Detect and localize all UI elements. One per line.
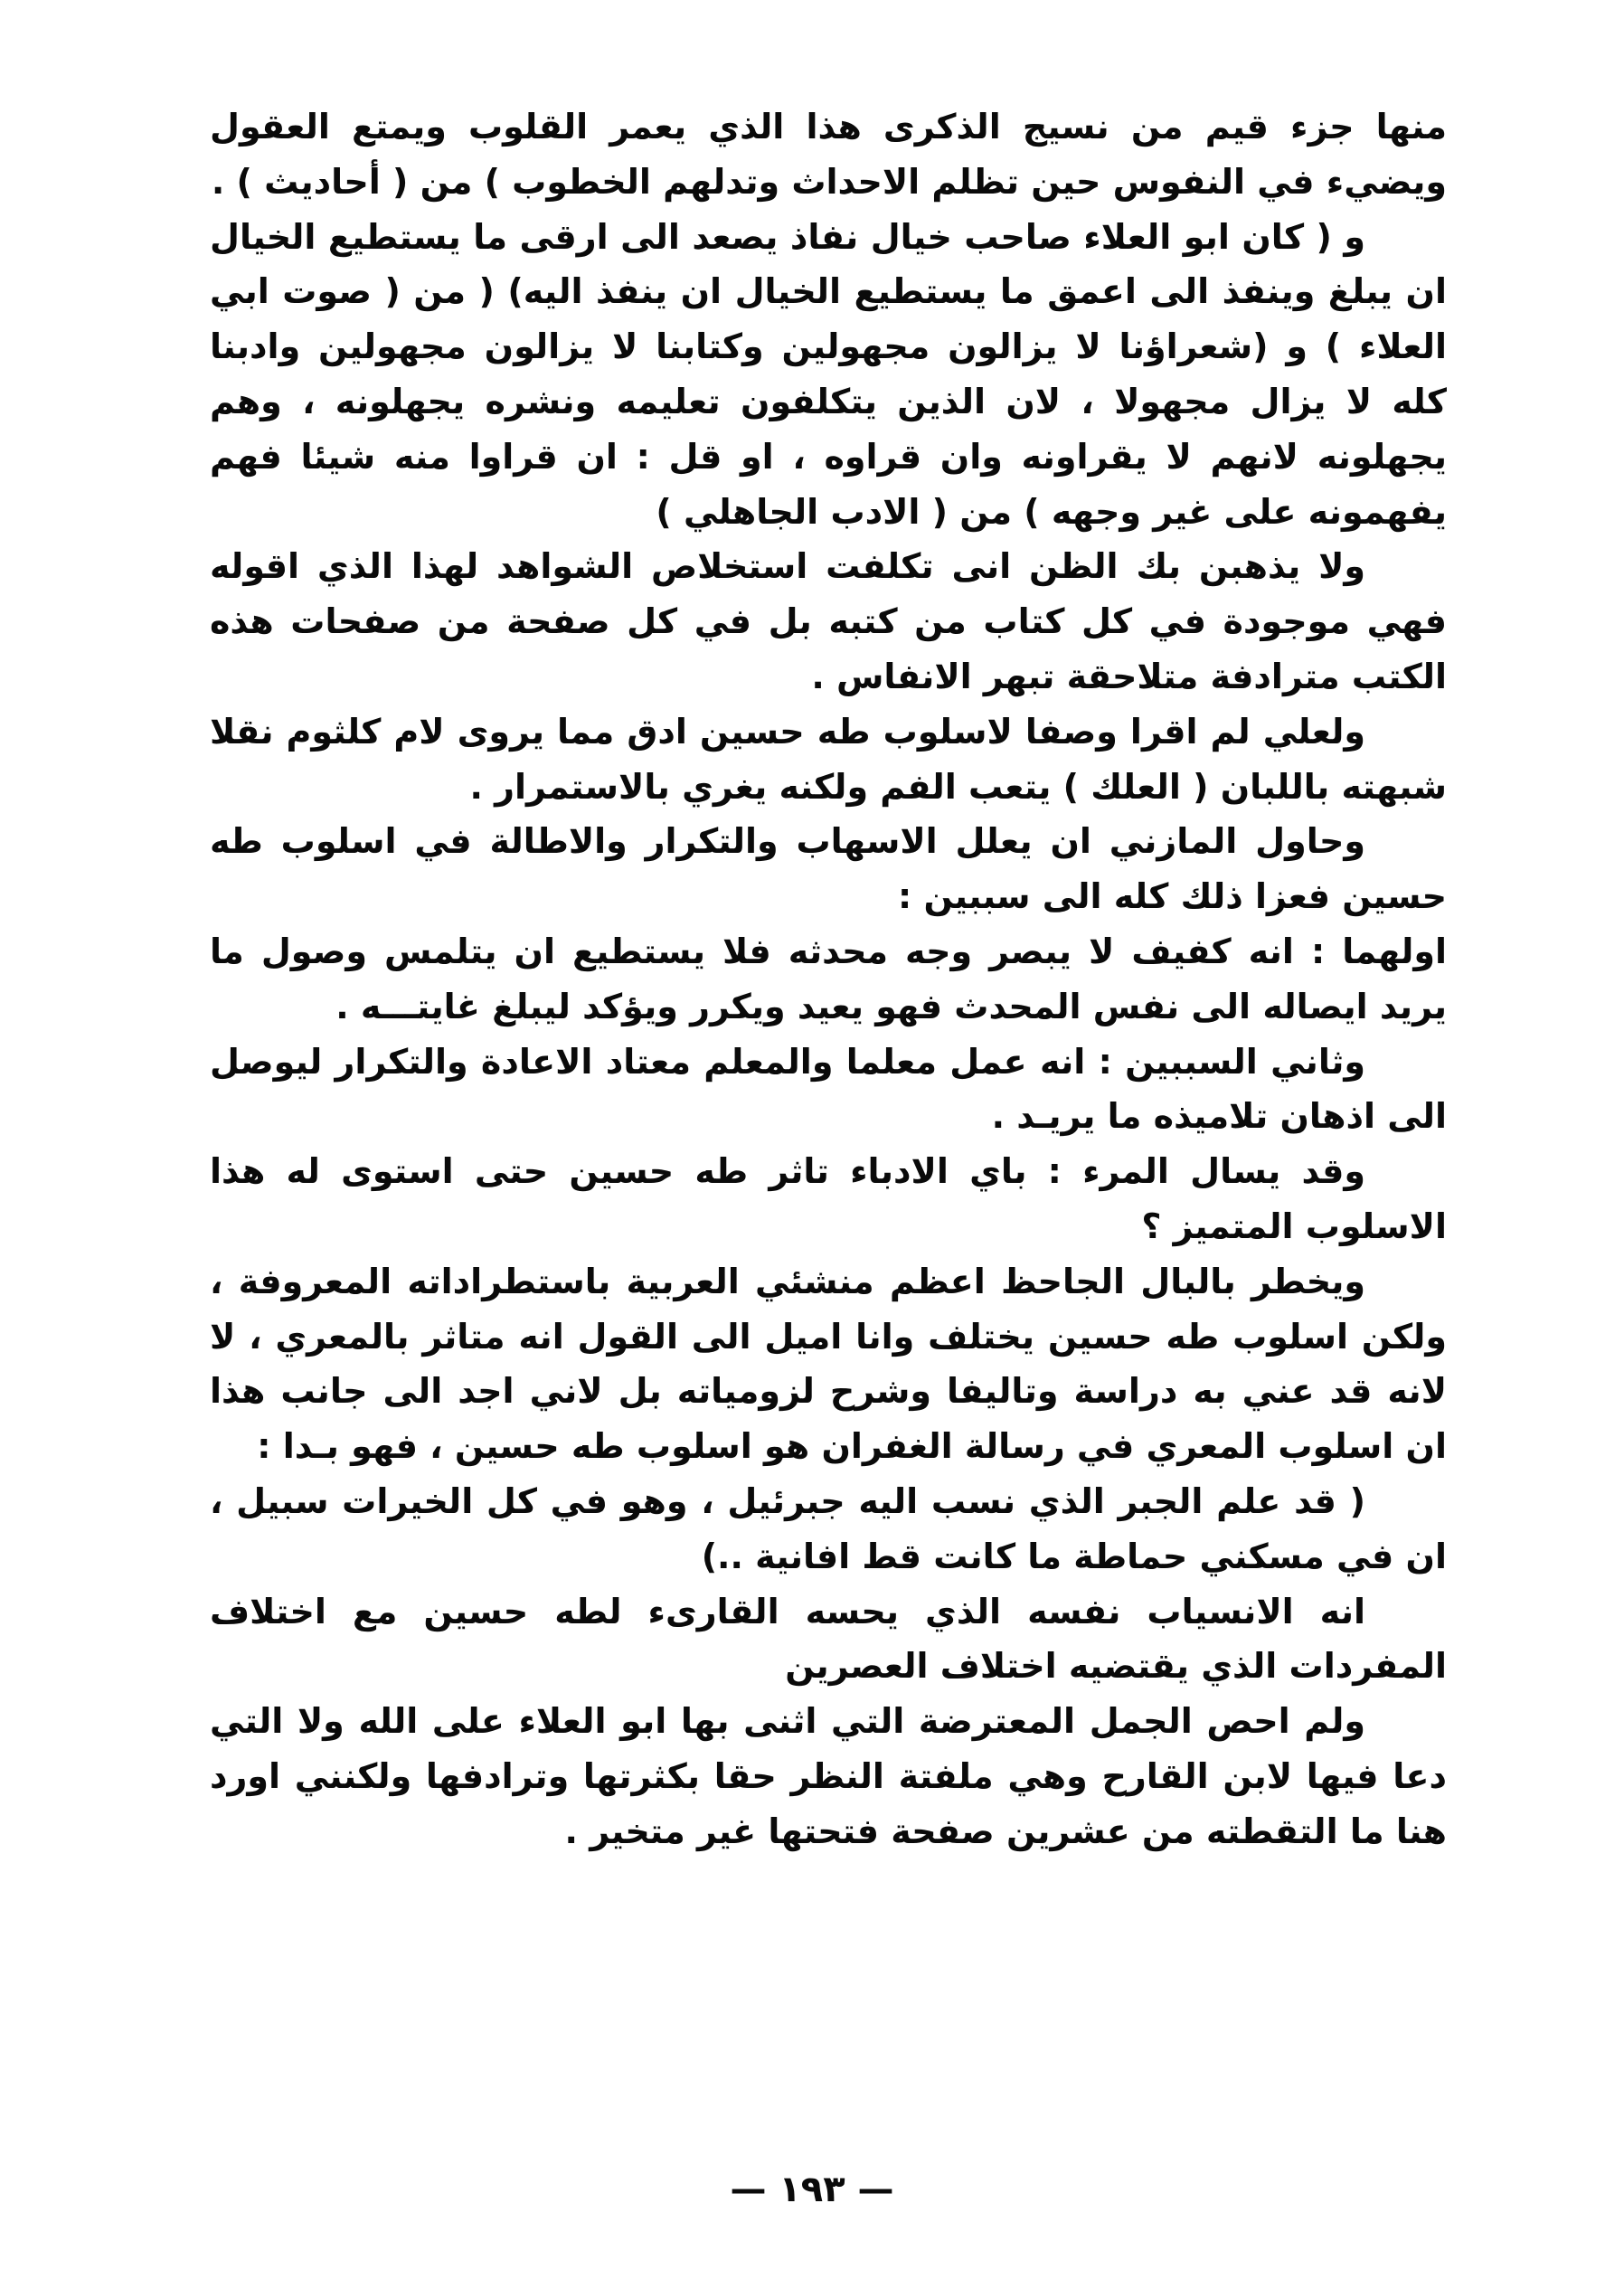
paragraph-3: ولا يذهبن بك الظن انى تكلفت استخلاص الشواهد لهذا الذي اقوله فهي موجودة في كل كتاب من كتبه بل في كل صفحة من صفحات هذه الكتب مترادفة متلاحقة تبهر الانفاس . — [210, 546, 1447, 696]
paragraph-11: انه الانسياب نفسه الذي يحسه القارىء لطه حسين مع اختلاف المفردات الذي يقتضيه اختلاف العصرين — [210, 1591, 1447, 1687]
paragraph-8: وقد يسال المرء : باي الادباء تاثر طه حسين حتى استوى له هذا الاسلوب المتميز ؟ — [210, 1151, 1447, 1246]
paragraph-5: وحاول المازني ان يعلل الاسهاب والتكرار والاطالة في اسلوب طه حسين فعزا ذلك كله الى سببين : — [210, 821, 1447, 917]
paragraph-6: اولهما : انه كفيف لا يبصر وجه محدثه فلا يستطيع ان يتلمس وصول ما يريد ايصاله الى نفس المحدث فهو يعيد ويكرر ويؤكد ليبلغ غايتـــه . — [210, 931, 1447, 1026]
paragraph-12: ولم احص الجمل المعترضة التي اثنى بها ابو العلاء على الله ولا التي دعا فيها لابن القارح وهي ملفتة النظر حقا بكثرتها وترادفها ولكنني اورد هنا ما التقطته من عشرين صفحة فتحتها غير متخير . — [210, 1701, 1447, 1851]
paragraph-7: وثاني السببين : انه عمل معلما والمعلم معتاد الاعادة والتكرار ليوصل الى اذهان تلاميذه ما يريـد . — [210, 1041, 1447, 1137]
page-number: — ١٩٣ — — [730, 2169, 894, 2210]
paragraph-2: و ( كان ابو العلاء صاحب خيال نفاذ يصعد الى ارقى ما يستطيع الخيال ان يبلغ وينفذ الى اعمق ما يستطيع الخيال ان ينفذ اليه) ( من ( صوت ابي العلاء ) و (شعراؤنا لا يزالون مجهولين وكتابنا لا يزالون مجهولين وادبنا كله لا يزال مجهولا ، لان الذين يتكلفون تعليمه ونشره يجهلونه ، وهم يجهلونه لانهم لا يقراونه وان قراوه ، او قل : ان قراوا منه شيئا فهم يفهمونه على غير وجهه ) من ( الادب الجاهلي ) — [210, 216, 1447, 532]
paragraph-10: ( قد علم الجبر الذي نسب اليه جبرئيل ، وهو في كل الخيرات سبيل ، ان في مسكني حماطة ما كانت قط افانية ..) — [210, 1480, 1447, 1576]
body-text — [210, 99, 1447, 1859]
paragraph-9: ويخطر بالبال الجاحظ اعظم منشئي العربية باستطراداته المعروفة ، ولكن اسلوب طه حسين يختلف وانا اميل الى القول انه متاثر بالمعري ، لا لانه قد عني به دراسة وتاليفا وشرح لزومياته بل لاني اجد الى جانب هذا ان اسلوب المعري في رسالة الغفران هو اسلوب طه حسين ، فهو بـدا : — [210, 1261, 1447, 1467]
paragraph-4: ولعلي لم اقرا وصفا لاسلوب طه حسين ادق مما يروى لام كلثوم نقلا شبهته باللبان ( العلك ) يتعب الفم ولكنه يغري بالاستمرار . — [210, 711, 1447, 807]
paragraph-1: منها جزء قيم من نسيج الذكرى هذا الذي يعمر القلوب ويمتع العقول ويضيء في النفوس حين تظلم الاحداث وتدلهم الخطوب ) من ( أحاديث ) . — [210, 107, 1447, 202]
